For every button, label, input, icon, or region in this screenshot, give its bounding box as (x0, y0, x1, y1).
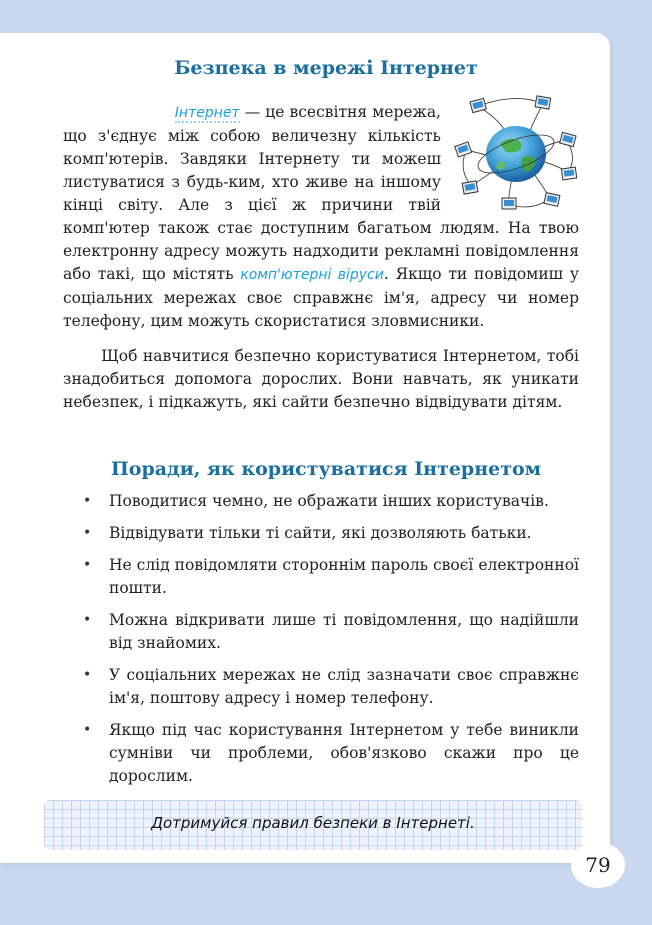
bullet-icon: • (83, 722, 92, 738)
tips-heading: Поради, як користуватися Інтернетом (110, 458, 542, 480)
tip-text: Поводитися чемно, не ображати інших користувачів. (109, 492, 549, 510)
bullet-icon: • (83, 525, 92, 541)
tip-text: Якщо під час користування Інтернетом у тебе виникли сумніви чи проблеми, обов'язково скажи про це дорослим. (109, 721, 579, 785)
tips-list (83, 490, 579, 797)
safety-rule-banner (44, 800, 582, 850)
list-item (83, 719, 579, 788)
tip-text: У соціальних мережах не слід зазначати своє справжнє ім'я, поштову адресу і номер телефону. (109, 666, 579, 707)
adults-help-text: Щоб навчитися безпечно користуватися Інтернетом, тобі знадобиться допомога дорослих. Вони навчать, як уникати небезпек, і підкажуть, які сайти безпечно відвідувати дітям. (63, 347, 579, 411)
bullet-icon: • (83, 612, 92, 628)
banner-text: Дотримуйся правил безпеки в Інтернеті. (151, 814, 475, 832)
adults-help-paragraph (63, 345, 579, 414)
list-item (83, 664, 579, 710)
list-item (83, 554, 579, 600)
bullet-icon: • (83, 667, 92, 683)
illustration-spacer (441, 101, 579, 216)
tip-text: Відвідувати тільки ті сайти, які дозволяють батьки. (109, 524, 532, 542)
bullet-icon: • (83, 493, 92, 509)
bullet-icon: • (83, 557, 92, 573)
intro-text-end: . Якщо ти повідомиш у соціальних мережах своє справжнє ім'я, адресу чи номер телефону, цим можуть скористатися зловмисники. (63, 265, 579, 330)
list-item (83, 490, 579, 513)
page-title: Безпека в мережі Інтернет (174, 57, 478, 79)
page-number: 79 (571, 842, 625, 888)
intro-paragraph (63, 101, 579, 333)
term-computer-viruses: комп'ютерні віруси (240, 267, 384, 283)
tip-text: Можна відкривати лише ті повідомлення, що надійшли від знайомих. (109, 611, 579, 652)
list-item (83, 609, 579, 655)
tip-text: Не слід повідомляти стороннім пароль своєї електронної пошти. (109, 556, 579, 597)
term-internet: Інтернет (174, 105, 240, 121)
list-item (83, 522, 579, 545)
intro-text: — це всесвітня мережа, що з'єднує між собою величезну кількість комп'ютерів. Завдяки Інтернету ти можеш листуватися з будь-ким, хто живе на іншому кінці світу. Але з цієї ж причини твій комп'ютер також стає доступним багатьом людям. На твою електронну адресу можуть надходити рекламні повідомлення або такі, що містять (63, 103, 579, 283)
